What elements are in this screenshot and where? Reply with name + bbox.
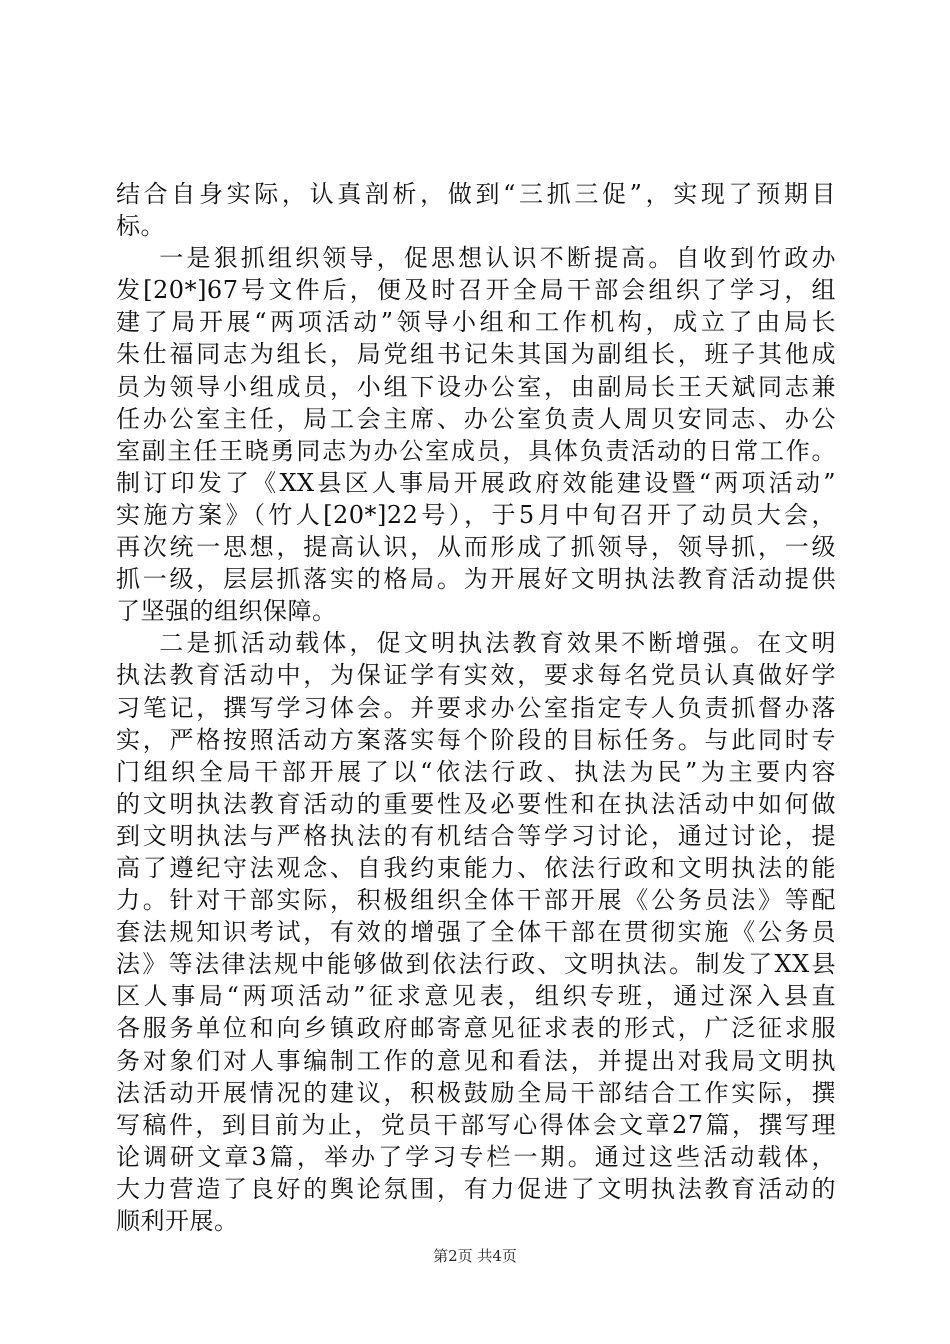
text-line: 发[20*]67号文件后，便及时召开全局干部会组织了学习，组 [116, 276, 836, 305]
text-line: 朱仕福同志为组长，局党组书记朱其国为副组长，班子其他成 [116, 340, 836, 369]
text-line: 二是抓活动载体，促文明执法教育效果不断增强。在文明 [116, 629, 836, 658]
text-line: 套法规知识考试，有效的增强了全体干部在贯彻实施《公务员 [116, 918, 836, 947]
text-line: 大力营造了良好的舆论氛围，有力促进了文明执法教育活动的 [116, 1174, 836, 1203]
text-line: 结合自身实际，认真剖析，做到“三抓三促”，实现了预期目 [116, 180, 836, 208]
text-line: 执法教育活动中，为保证学有实效，要求每名党员认真做好学 [116, 661, 836, 690]
text-line: 写稿件，到目前为止，党员干部写心得体会文章27篇，撰写理 [116, 1110, 836, 1139]
text-line: 了坚强的组织保障。 [116, 597, 337, 626]
text-line: 抓一级，层层抓落实的格局。为开展好文明执法教育活动提供 [116, 565, 836, 594]
text-line: 制订印发了《XX县区人事局开展政府效能建设暨“两项活动” [116, 468, 836, 497]
text-line: 的文明执法教育活动的重要性及必要性和在执法活动中如何做 [116, 789, 836, 818]
text-line: 区人事局“两项活动”征求意见表，组织专班，通过深入县直 [116, 982, 836, 1011]
document-body [116, 178, 836, 1237]
text-line: 到文明执法与严格执法的有机结合等学习讨论，通过讨论，提 [116, 821, 836, 850]
text-line: 务对象们对人事编制工作的意见和看法，并提出对我局文明执 [116, 1046, 836, 1075]
text-line: 室副主任王晓勇同志为办公室成员，具体负责活动的日常工作。 [116, 436, 836, 465]
text-line: 标。 [116, 212, 165, 241]
text-line: 员为领导小组成员，小组下设办公室，由副局长王天斌同志兼 [116, 372, 836, 401]
text-line: 高了遵纪守法观念、自我约束能力、依法行政和文明执法的能 [116, 853, 836, 882]
text-line: 论调研文章3篇，举办了学习专栏一期。通过这些活动载体， [116, 1142, 836, 1171]
text-line: 实施方案》（竹人[20*]22号），于5月中旬召开了动员大会， [116, 500, 836, 529]
text-line: 再次统一思想，提高认识，从而形成了抓领导，领导抓，一级 [116, 533, 836, 562]
text-line: 法》等法律法规中能够做到依法行政、文明执法。制发了XX县 [116, 950, 836, 979]
text-line: 力。针对干部实际，积极组织全体干部开展《公务员法》等配 [116, 886, 836, 915]
text-line: 实，严格按照活动方案落实每个阶段的目标任务。与此同时专 [116, 725, 836, 754]
text-line: 各服务单位和向乡镇政府邮寄意见征求表的形式，广泛征求服 [116, 1014, 836, 1043]
text-line: 门组织全局干部开展了以“依法行政、执法为民”为主要内容 [116, 757, 836, 786]
text-line: 习笔记，撰写学习体会。并要求办公室指定专人负责抓督办落 [116, 693, 836, 722]
page-number-footer: 第2页 共4页 [433, 1247, 517, 1265]
text-line: 顺利开展。 [116, 1207, 239, 1235]
text-line: 建了局开展“两项活动”领导小组和工作机构，成立了由局长 [116, 308, 836, 337]
text-line: 法活动开展情况的建议，积极鼓励全局干部结合工作实际，撰 [116, 1078, 836, 1107]
text-line: 任办公室主任，局工会主席、办公室负责人周贝安同志、办公 [116, 404, 836, 433]
text-line: 一是狠抓组织领导，促思想认识不断提高。自收到竹政办 [116, 244, 836, 273]
